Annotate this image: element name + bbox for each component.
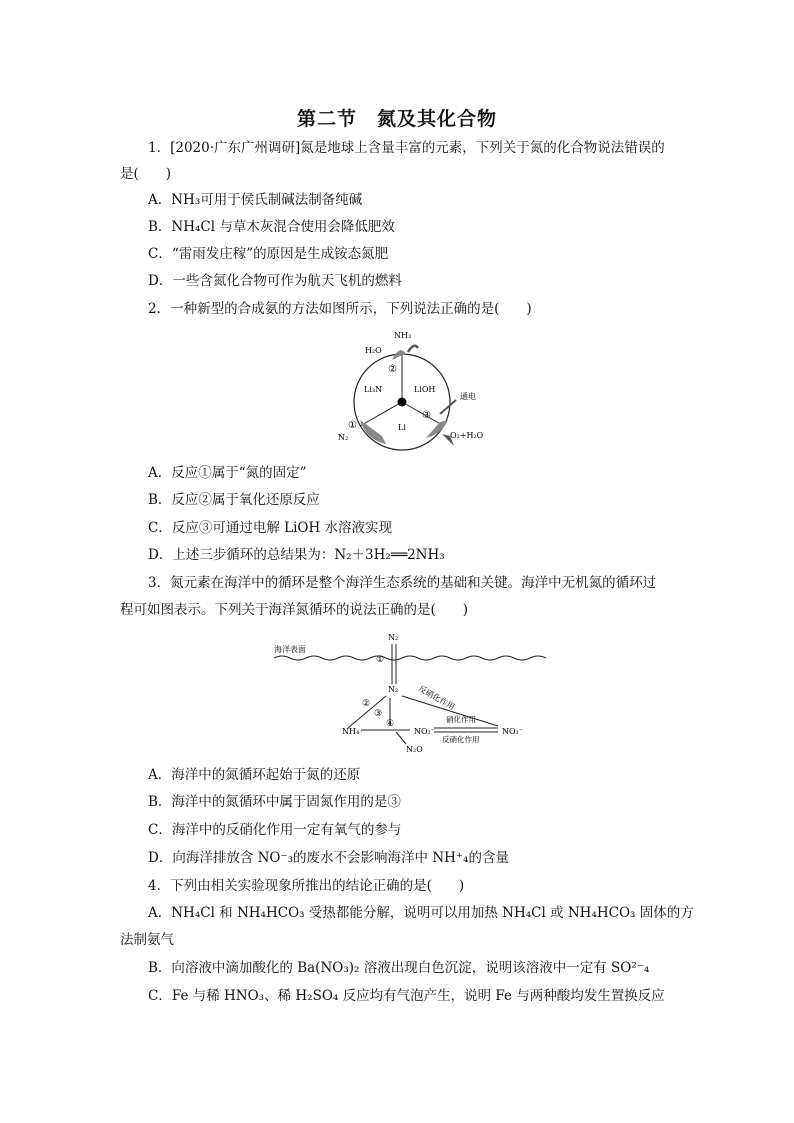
arrow-icon [408, 346, 418, 352]
label-n2o: N₂O [406, 745, 423, 754]
label-li3n: Li₃N [364, 385, 383, 394]
label-n2-top: N₂ [388, 633, 399, 642]
q2-option-b: B．反应②属于氧化还原反应 [148, 492, 320, 508]
q1-option-c: C．“雷雨发庄稼”的原因是生成铵态氮肥 [148, 246, 389, 262]
label-o2-h2o: O₂+H₂O [450, 431, 484, 440]
q2-option-d: D．上述三步循环的总结果为：N₂＋3H₂══2NH₃ [148, 547, 445, 563]
q1-option-d: D．一些含氮化合物可作为航天飞机的燃料 [148, 273, 402, 289]
center-dot [398, 398, 407, 407]
q2-option-a: A．反应①属于“氮的固定” [148, 465, 307, 481]
label-n2: N₂ [338, 433, 349, 442]
ammonia-synthesis-cycle-diagram [330, 322, 500, 457]
label-step-2: ② [388, 364, 397, 375]
label-nh4: NH₄⁺ [342, 727, 364, 736]
label-denitrification-diag: 反硝化作用 [417, 683, 457, 712]
label-sea-surface: 海洋表面 [274, 645, 306, 654]
label-no3: NO₃⁻ [502, 727, 523, 736]
q2-option-c: C．反应③可通过电解 LiOH 水溶液实现 [148, 520, 393, 536]
label-n2-mid: N₂ [388, 685, 399, 694]
label-electrolysis: 通电 [460, 392, 476, 401]
q3-option-a: A．海洋中的氮循环起始于氮的还原 [148, 767, 361, 783]
q3-option-d: D．向海洋排放含 NO⁻₃的废水不会影响海洋中 NH⁺₄的含量 [148, 850, 509, 866]
label-denitrification: 反硝化作用 [442, 735, 480, 744]
section-title: 第二节 氮及其化合物 [296, 108, 497, 130]
q4-option-b: B．向溶液中滴加酸化的 Ba(NO₃)₂ 溶液出现白色沉淀，说明该溶液中一定有 SO²⁻₄ [148, 960, 650, 976]
q1-option-b: B．NH₄Cl 与草木灰混合使用会降低肥效 [148, 219, 395, 235]
arrow-icon [440, 400, 456, 414]
q3-stem-cont: 程可如图表示。下列关于海洋氮循环的说法正确的是( ) [120, 602, 469, 618]
label-h2o: H₂O [365, 346, 382, 355]
q4-stem: 4．下列由相关实验现象所推出的结论正确的是( ) [148, 878, 465, 894]
label-lioh: LiOH [414, 385, 436, 394]
label-nh3: NH₃ [394, 331, 412, 340]
ocean-nitrogen-cycle-diagram [270, 628, 560, 758]
label-nitrification: 硝化作用 [446, 715, 476, 724]
q3-stem: 3．氮元素在海洋中的循环是整个海洋生态系统的基础和关键。海洋中无机氮的循环过 [148, 575, 657, 591]
label-step-1: ① [348, 420, 357, 431]
q1-stem: 1．[2020·广东广州调研]氮是地球上含量丰富的元素，下列关于氮的化合物说法错误的 [148, 140, 665, 156]
label-step-2: ② [362, 699, 371, 709]
arrow-line [396, 732, 406, 744]
q3-option-c: C．海洋中的反硝化作用一定有氧气的参与 [148, 822, 402, 838]
q4-option-a: A．NH₄Cl 和 NH₄HCO₃ 受热都能分解，说明可以用加热 NH₄Cl 或 NH₄HCO₃ 固体的方 [148, 905, 694, 921]
label-step-3: ③ [374, 709, 383, 719]
label-step-4: ④ [386, 719, 395, 729]
q4-option-a-cont: 法制氨气 [120, 932, 174, 948]
q2-stem: 2．一种新型的合成氨的方法如图所示，下列说法正确的是( ) [148, 301, 532, 317]
q4-option-c: C．Fe 与稀 HNO₃、稀 H₂SO₄ 反应均有气泡产生，说明 Fe 与两种酸均发生置换反应 [148, 988, 665, 1004]
label-no2: NO₂⁻ [414, 727, 435, 736]
sea-surface-line [274, 656, 546, 660]
label-step-3: ③ [422, 410, 431, 421]
q1-option-a: A．NH₃可用于侯氏制碱法制备纯碱 [148, 192, 363, 208]
q3-option-b: B．海洋中的氮循环中属于固氮作用的是③ [148, 794, 401, 810]
divider-line [360, 402, 402, 426]
q1-stem-cont: 是( ) [120, 166, 172, 182]
label-step-1: ① [376, 655, 385, 665]
label-li: Li [398, 423, 406, 432]
